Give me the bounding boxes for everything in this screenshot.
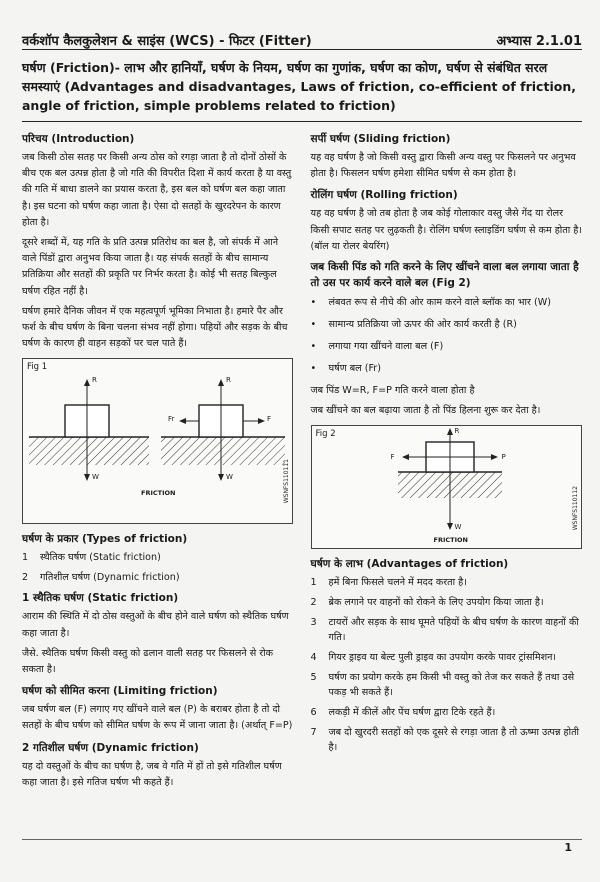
figure-1-w-right: W (226, 473, 233, 482)
figure-2-f: F (390, 453, 395, 462)
list-item: 3 टायरों और सड़क के साथ घूमते पहियों के बीच घर्षण के कारण वाहनों की गति। (310, 617, 579, 644)
static-friction-heading: 1 स्थैतिक घर्षण (Static friction) (22, 592, 179, 605)
figure-1-fr: Fr (168, 415, 175, 424)
figure-1-r-left: R (92, 376, 97, 385)
list-item: 6 लकड़ी में कीलें और पेंच घर्षण द्वारा टिके रहते हैं। (310, 707, 496, 719)
list-item: 7 जब दो खुरदरी सतहों को एक दूसरे से रगड़ा जाता है तो ऊष्मा उत्पन्न होती है। (310, 727, 580, 754)
page-number: 1 (564, 841, 572, 854)
list-item: • घर्षण बल (Fr) (310, 363, 381, 375)
intro-paragraph-3: घर्षण हमारे दैनिक जीवन में एक महत्वपूर्ण भूमिका निभाता है। हमारे पैर और फर्श के बीच घर्षण के बिना चलना संभव नहीं होगा। पहियों और सड़क के बीच घर्षण के कारण ही वाहन सड़कों पर चल पाते हैं। (22, 305, 288, 350)
limiting-friction-heading: घर्षण को सीमित करना (Limiting friction) (22, 685, 218, 698)
figure-1-w-left: W (92, 473, 99, 482)
figure-2 (311, 425, 583, 549)
figure-2-diagram (312, 426, 582, 548)
figure-1-code: WSNFS110111 (282, 459, 290, 504)
list-item: 1 स्थैतिक घर्षण (Static friction) (22, 552, 161, 564)
condition-paragraph-2: जब खींचने का बल बढ़ाया जाता है तो पिंड हिलना शुरू कर देता है। (310, 405, 541, 417)
footer-rule (22, 839, 582, 840)
figure-2-p: P (501, 453, 506, 462)
figure-1-label: Fig 1 (27, 362, 48, 373)
limiting-paragraph: जब घर्षण बल (F) लगाए गए खींचने वाले बल (P) के बराबर होता है तो दो सतहों के बीच घर्षण को सीमित घर्षण के रूप में जाना जाता है। (अर्थात् F=P) (22, 704, 293, 732)
static-paragraph-2: जैसे. स्थैतिक घर्षण किसी वस्तु को ढलान वाली सतह पर फिसलने से रोक सकता है। (22, 647, 274, 676)
right-column (311, 126, 583, 795)
forces-heading: जब किसी पिंड को गति करने के लिए खींचने वाला बल लगाया जाता है तो उस पर कार्य करने वाले बल (Fig 2) (310, 261, 579, 290)
dynamic-friction-heading: 2 गतिशील घर्षण (Dynamic friction) (22, 741, 199, 754)
list-item: 5 घर्षण का प्रयोग करके हम किसी भी वस्तु को तेज कर सकते हैं तथा उसे पकड़ भी सकते हैं। (310, 672, 575, 699)
rolling-friction-heading: रोलिंग घर्षण (Rolling friction) (310, 189, 458, 202)
list-item: 4 गियर ड्राइव या बेल्ट पुली ड्राइव का उपयोग करके पावर ट्रांसमिशन। (310, 652, 557, 664)
condition-paragraph-1: जब पिंड W=R, F=P गति करने वाला होता है (310, 385, 475, 397)
dynamic-paragraph: यह दो वस्तुओं के बीच का घर्षण है, जब वे गति में हों तो इसे गतिशील घर्षण कहा जाता है। इसे गतिज घर्षण भी कहते हैं। (22, 760, 282, 788)
forces-list (311, 295, 583, 376)
advantages-list (311, 575, 583, 755)
types-list (22, 550, 293, 585)
figure-1-f: F (267, 415, 272, 424)
list-item: • सामान्य प्रतिक्रिया जो ऊपर की ओर कार्य करती है (R) (310, 319, 517, 331)
lesson-title: घर्षण (Friction)- लाभ और हानियाँ, घर्षण के नियम, घर्षण का गुणांक, घर्षण का कोण, घर्षण से संबंधित सरल समस्याएं (Advantages and disadvantages, Laws of friction, co-efficient of friction, angle of friction, simple problems related to friction) (22, 50, 582, 122)
static-paragraph-1: आराम की स्थिति में दो ठोस वस्तुओं के बीच होने वाले घर्षण को स्थैतिक घर्षण कहा जाता है। (22, 611, 289, 639)
introduction-heading: परिचय (Introduction) (22, 133, 135, 145)
figure-2-w: W (454, 523, 462, 532)
exercise-number: अभ्यास 2.1.01 (496, 34, 582, 49)
sliding-friction-heading: सर्पी घर्षण (Sliding friction) (310, 133, 451, 145)
figure-1 (22, 358, 293, 524)
list-item: • लंबवत रूप से नीचे की ओर काम करने वाले ब्लॉक का भार (W) (310, 297, 551, 309)
course-title: वर्कशॉप कैलकुलेशन & साइंस (WCS) - फिटर (Fitter) (22, 34, 312, 49)
list-item: • लगाया गया खींचने वाला बल (F) (310, 341, 444, 353)
figure-2-label: Fig 2 (315, 429, 336, 440)
rolling-paragraph: यह वह घर्षण है जो तब होता है जब कोई गोलाकार वस्तु जैसे गेंद या रोलर किसी सपाट सतह पर लुढ़कती है। रोलिंग घर्षण स्लाइडिंग घर्षण से कम होता है। (बॉल या रोलर बेयरिंग) (310, 208, 583, 252)
figure-1-caption: FRICTION (141, 489, 176, 498)
list-item: 1 हमें बिना फिसले चलने में मदद करता है। (310, 577, 467, 589)
figure-2-code: WSNFS110112 (572, 486, 579, 531)
figure-1-r-right: R (226, 376, 231, 385)
list-item: 2 गतिशील घर्षण (Dynamic friction) (22, 572, 180, 584)
list-item: 2 ब्रेक लगाने पर वाहनों को रोकने के लिए उपयोग किया जाता है। (310, 597, 544, 609)
types-heading: घर्षण के प्रकार (Types of friction) (22, 533, 188, 546)
advantages-heading: घर्षण के लाभ (Advantages of friction) (310, 558, 509, 571)
intro-paragraph-2: दूसरे शब्दों में, यह गति के प्रति उत्पन्न प्रतिरोध का बल है, जो संपर्क में आने वाले पिंडों द्वारा अनुभव किया जाता है। यह संपर्क सतहों के बीच सामान्य प्रतिक्रिया और सतहों की प्रकृति पर निर्भर करता है। कोई भी सतह बिल्कुल घर्षण रहित नहीं है। (22, 237, 279, 297)
header-bar (22, 0, 582, 50)
figure-2-r: R (454, 427, 460, 436)
sliding-paragraph: यह वह घर्षण है जो किसी वस्तु द्वारा किसी अन्य वस्तु पर फिसलने पर अनुभव होता है। फिसलन घर्षण हमेशा सीमित घर्षण से कम होता है। (310, 152, 576, 180)
left-column (22, 126, 293, 795)
figure-2-caption: FRICTION (433, 536, 468, 545)
figure-1-diagram (23, 359, 292, 523)
intro-paragraph-1: जब किसी ठोस सतह पर किसी अन्य ठोस को रगड़ा जाता है तो दोनों ठोसों के बीच एक बल उत्पन्न होता है जो गति की विपरीत दिशा में कार्य करता है या वस्तु की गति में बाधा डालने का प्रयास करता है, इस बल को घर्षण बल कहा जाता है। इस घटना को घर्षण कहा जाता है। ऐसा दो सतहों के खुरदरेपन के कारण होता है। (22, 152, 292, 228)
